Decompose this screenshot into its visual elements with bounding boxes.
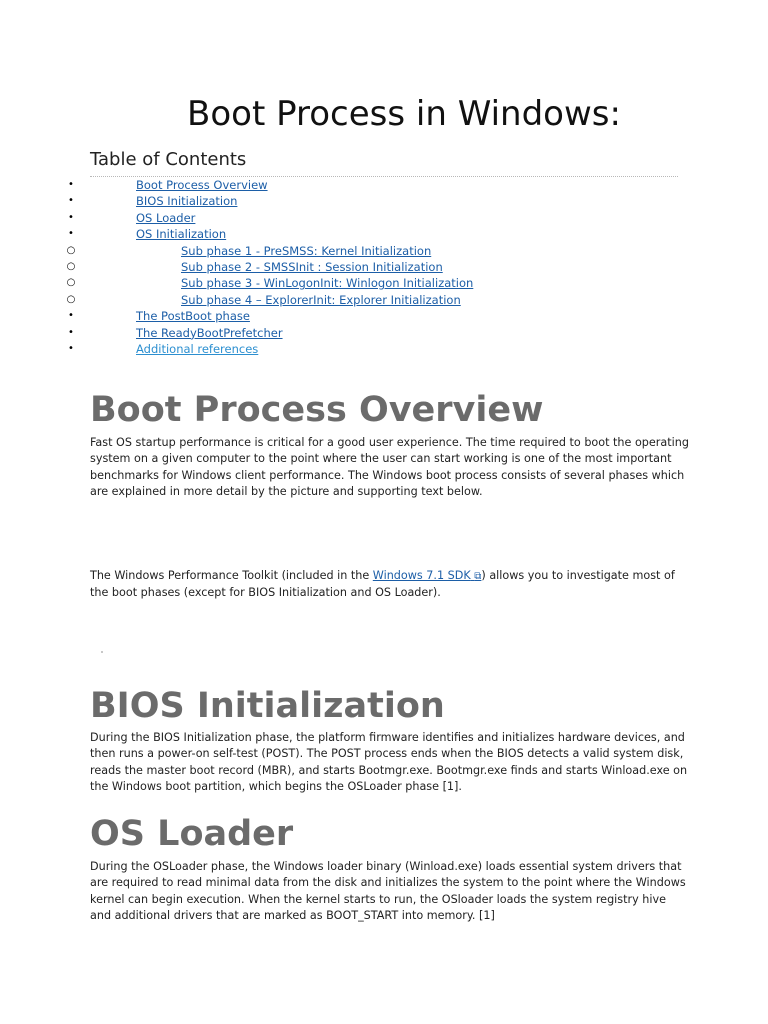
bullet-icon: • — [68, 179, 74, 190]
circle-bullet-icon: ○ — [66, 260, 76, 272]
document-title: Boot Process in Windows: — [187, 94, 621, 134]
bullet-icon: • — [68, 310, 74, 322]
stray-mark — [101, 651, 103, 653]
toc-link-sub-phase-2[interactable]: Sub phase 2 - SMSSInit : Session Initialization — [181, 259, 443, 274]
toc-link-boot-process-overview[interactable]: Boot Process Overview — [136, 178, 268, 192]
bullet-icon: • — [68, 326, 74, 338]
bullet-icon: • — [68, 342, 74, 354]
circle-bullet-icon: ○ — [66, 277, 76, 289]
toc-link-os-initialization[interactable]: OS Initialization — [136, 227, 227, 242]
windows-sdk-link[interactable] — [373, 569, 482, 582]
bullet-icon: • — [68, 211, 74, 223]
toc-item — [0, 275, 768, 291]
toc-item — [0, 193, 768, 209]
toc-link-sub-phase-3[interactable]: Sub phase 3 - WinLogonInit: Winlogon Initialization — [181, 276, 474, 291]
os-loader-paragraph: During the OSLoader phase, the Windows loader binary (Winload.exe) loads essential system drivers that are required to read minimal data from the disk and initializes the system to the point where the Windows kernel can begin execution. When the kernel starts to run, the OSloader loads the system registry hive and additional drivers that are marked as BOOT_START into memory. [1] — [90, 860, 686, 923]
toc-item — [0, 226, 768, 242]
table-of-contents — [0, 177, 768, 357]
toc-link-readyboot-prefetcher[interactable]: The ReadyBootPrefetcher — [136, 325, 283, 340]
overview-paragraph: Fast OS startup performance is critical for a good user experience. The time required to boot the operating system on a given computer to the point where the user can start working is one of the most important benchmarks for Windows client performance. The Windows boot process consists of several phases which are explained in more detail by the picture and supporting text below. — [90, 436, 689, 499]
toc-item — [0, 210, 768, 226]
section-heading-bios-initialization: BIOS Initialization — [90, 686, 445, 726]
toolkit-paragraph — [90, 568, 690, 602]
toc-link-bios-initialization[interactable]: BIOS Initialization — [136, 194, 238, 209]
toc-link-additional-references[interactable]: Additional references — [136, 341, 259, 356]
toc-item — [0, 308, 768, 324]
bios-paragraph: During the BIOS Initialization phase, the platform firmware identifies and initializes hardware devices, and then runs a power-on self-test (POST). The POST process ends when the BIOS detects a valid system disk, reads the master boot record (MBR), and starts Bootmgr.exe. Bootmgr.exe finds and starts Winload.exe on the Windows boot partition, which begins the OSLoader phase [1]. — [90, 731, 688, 794]
external-link-icon: ⧉ — [474, 571, 482, 582]
toc-link-os-loader[interactable]: OS Loader — [136, 210, 196, 225]
toc-item — [0, 325, 768, 341]
toc-item — [0, 243, 768, 259]
bullet-icon: • — [68, 228, 74, 240]
toc-link-sub-phase-1[interactable]: Sub phase 1 - PreSMSS: Kernel Initialization — [181, 243, 432, 258]
circle-bullet-icon: ○ — [66, 293, 76, 305]
toc-item — [0, 177, 768, 193]
section-heading-os-loader: OS Loader — [90, 814, 294, 854]
toc-item — [0, 259, 768, 275]
toc-link-sub-phase-4[interactable]: Sub phase 4 – ExplorerInit: Explorer Initialization — [181, 292, 461, 307]
windows-sdk-link-label: Windows 7.1 SDK — [372, 569, 471, 582]
bullet-icon: • — [68, 195, 74, 207]
circle-bullet-icon: ○ — [66, 244, 76, 256]
toc-link-postboot-phase[interactable]: The PostBoot phase — [136, 309, 250, 324]
toolkit-text-before: The Windows Performance Toolkit (included in the — [90, 569, 373, 582]
toolkit-text-after: ) allows you to investigate most of the boot phases (except for BIOS Initialization and OS Loader). — [90, 569, 675, 600]
toc-item — [0, 292, 768, 308]
toc-item — [0, 341, 768, 357]
toc-heading: Table of Contents — [90, 149, 247, 170]
section-heading-boot-process-overview: Boot Process Overview — [90, 390, 544, 430]
